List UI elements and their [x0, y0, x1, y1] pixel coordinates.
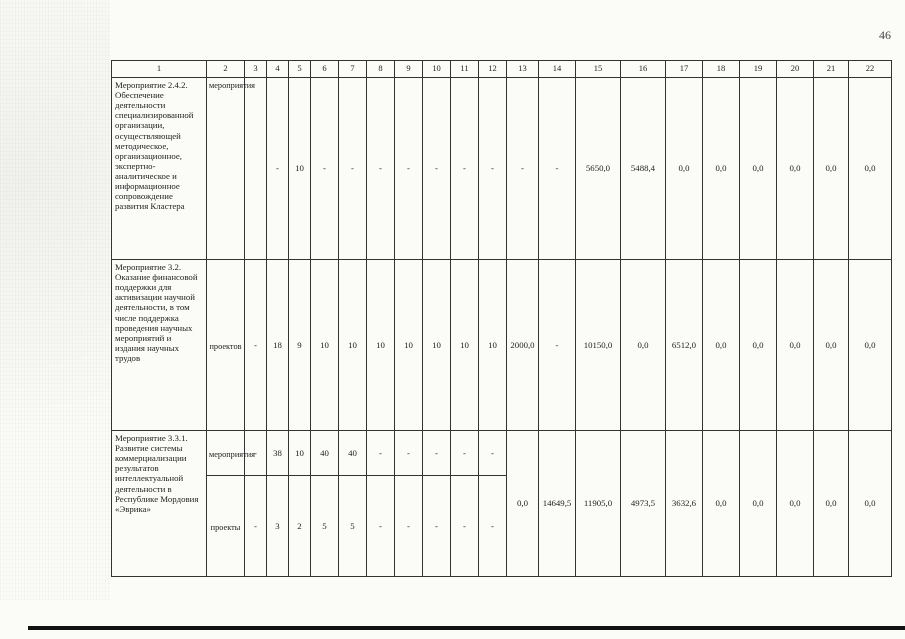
- unit-cell: проекты: [207, 476, 245, 577]
- header-cell: 15: [576, 61, 621, 78]
- header-cell: 7: [339, 61, 367, 78]
- value-cell: 5: [311, 476, 339, 577]
- value-cell: 10: [311, 260, 339, 431]
- value-cell: 0,0: [666, 78, 703, 260]
- value-cell: 10150,0: [576, 260, 621, 431]
- value-cell: -: [423, 476, 451, 577]
- value-cell: 0,0: [740, 431, 777, 577]
- value-cell: -: [451, 78, 479, 260]
- header-cell: 18: [703, 61, 740, 78]
- value-cell: 0,0: [621, 260, 666, 431]
- header-cell: 4: [267, 61, 289, 78]
- value-cell: 0,0: [777, 431, 814, 577]
- table-row-measure-3-2: [112, 260, 892, 431]
- header-cell: 5: [289, 61, 311, 78]
- value-cell: 0,0: [814, 78, 849, 260]
- value-cell: -: [267, 78, 289, 260]
- value-cell: -: [367, 78, 395, 260]
- value-cell: 14649,5: [539, 431, 576, 577]
- value-cell: 2000,0: [507, 260, 539, 431]
- value-cell: -: [507, 78, 539, 260]
- value-cell: 3: [267, 476, 289, 577]
- value-cell: 2: [289, 476, 311, 577]
- value-cell: 10: [339, 260, 367, 431]
- value-cell: 5650,0: [576, 78, 621, 260]
- value-cell: -: [339, 78, 367, 260]
- value-cell: -: [451, 476, 479, 577]
- scan-noise: [0, 0, 110, 600]
- page-number: 46: [879, 28, 891, 42]
- financing-table: [111, 60, 892, 577]
- value-cell: 10: [367, 260, 395, 431]
- value-cell: 0,0: [740, 260, 777, 431]
- header-cell: 19: [740, 61, 777, 78]
- header-cell: 17: [666, 61, 703, 78]
- header-cell: 10: [423, 61, 451, 78]
- table-header-row: [112, 61, 892, 78]
- header-cell: 14: [539, 61, 576, 78]
- value-cell: [245, 78, 267, 260]
- header-cell: 3: [245, 61, 267, 78]
- value-cell: 38: [267, 431, 289, 476]
- value-cell: -: [245, 476, 267, 577]
- value-cell: 0,0: [849, 431, 892, 577]
- header-cell: 9: [395, 61, 423, 78]
- value-cell: -: [245, 260, 267, 431]
- header-cell: 12: [479, 61, 507, 78]
- value-cell: 6512,0: [666, 260, 703, 431]
- value-cell: 0,0: [703, 78, 740, 260]
- value-cell: 0,0: [507, 431, 539, 577]
- header-cell: 22: [849, 61, 892, 78]
- value-cell: 0,0: [740, 78, 777, 260]
- unit-cell: мероприятия: [207, 431, 245, 476]
- header-cell: 20: [777, 61, 814, 78]
- value-cell: 5: [339, 476, 367, 577]
- value-cell: 0,0: [703, 431, 740, 577]
- value-cell: 11905,0: [576, 431, 621, 577]
- value-cell: 10: [395, 260, 423, 431]
- value-cell: 10: [451, 260, 479, 431]
- value-cell: 0,0: [814, 431, 849, 577]
- value-cell: -: [539, 260, 576, 431]
- value-cell: -: [423, 431, 451, 476]
- value-cell: -: [479, 78, 507, 260]
- header-cell: 1: [112, 61, 207, 78]
- value-cell: -: [451, 431, 479, 476]
- header-cell: 13: [507, 61, 539, 78]
- value-cell: 3632,6: [666, 431, 703, 577]
- unit-cell: мероприятия: [207, 78, 245, 260]
- header-cell: 11: [451, 61, 479, 78]
- measure-name: Мероприятие 3.2. Оказание финансовой поддержки для активизации научной деятельности, в том числе поддержка проведения научных мероприятий и издания научных трудов: [112, 260, 207, 431]
- value-cell: 10: [289, 78, 311, 260]
- header-cell: 8: [367, 61, 395, 78]
- value-cell: -: [367, 431, 395, 476]
- value-cell: -: [395, 431, 423, 476]
- header-cell: 6: [311, 61, 339, 78]
- value-cell: 10: [479, 260, 507, 431]
- value-cell: 0,0: [777, 78, 814, 260]
- table-row-measure-2-4-2: [112, 78, 892, 260]
- value-cell: 9: [289, 260, 311, 431]
- value-cell: -: [367, 476, 395, 577]
- value-cell: 10: [289, 431, 311, 476]
- value-cell: 40: [311, 431, 339, 476]
- value-cell: 0,0: [814, 260, 849, 431]
- value-cell: 5488,4: [621, 78, 666, 260]
- value-cell: 0,0: [849, 78, 892, 260]
- value-cell: 4973,5: [621, 431, 666, 577]
- value-cell: -: [311, 78, 339, 260]
- value-cell: 0,0: [703, 260, 740, 431]
- value-cell: -: [395, 78, 423, 260]
- value-cell: -: [245, 431, 267, 476]
- value-cell: 18: [267, 260, 289, 431]
- scan-bottom-edge: [28, 626, 905, 630]
- value-cell: 10: [423, 260, 451, 431]
- header-cell: 21: [814, 61, 849, 78]
- value-cell: 0,0: [777, 260, 814, 431]
- value-cell: -: [539, 78, 576, 260]
- value-cell: 40: [339, 431, 367, 476]
- unit-cell: проектов: [207, 260, 245, 431]
- value-cell: -: [423, 78, 451, 260]
- table-row-measure-3-3-1-a: [112, 431, 892, 476]
- header-cell: 2: [207, 61, 245, 78]
- value-cell: -: [395, 476, 423, 577]
- measure-name: Мероприятие 2.4.2. Обеспечение деятельности специализированной организации, осуществляющей методическое, организационное, экспертно-аналитическое и информационное сопровождение развития Кластера: [112, 78, 207, 260]
- value-cell: 0,0: [849, 260, 892, 431]
- value-cell: -: [479, 431, 507, 476]
- header-cell: 16: [621, 61, 666, 78]
- measure-name: Мероприятие 3.3.1. Развитие системы коммерциализации результатов интеллектуальной деятельности в Республике Мордовия «Эврика»: [112, 431, 207, 577]
- value-cell: -: [479, 476, 507, 577]
